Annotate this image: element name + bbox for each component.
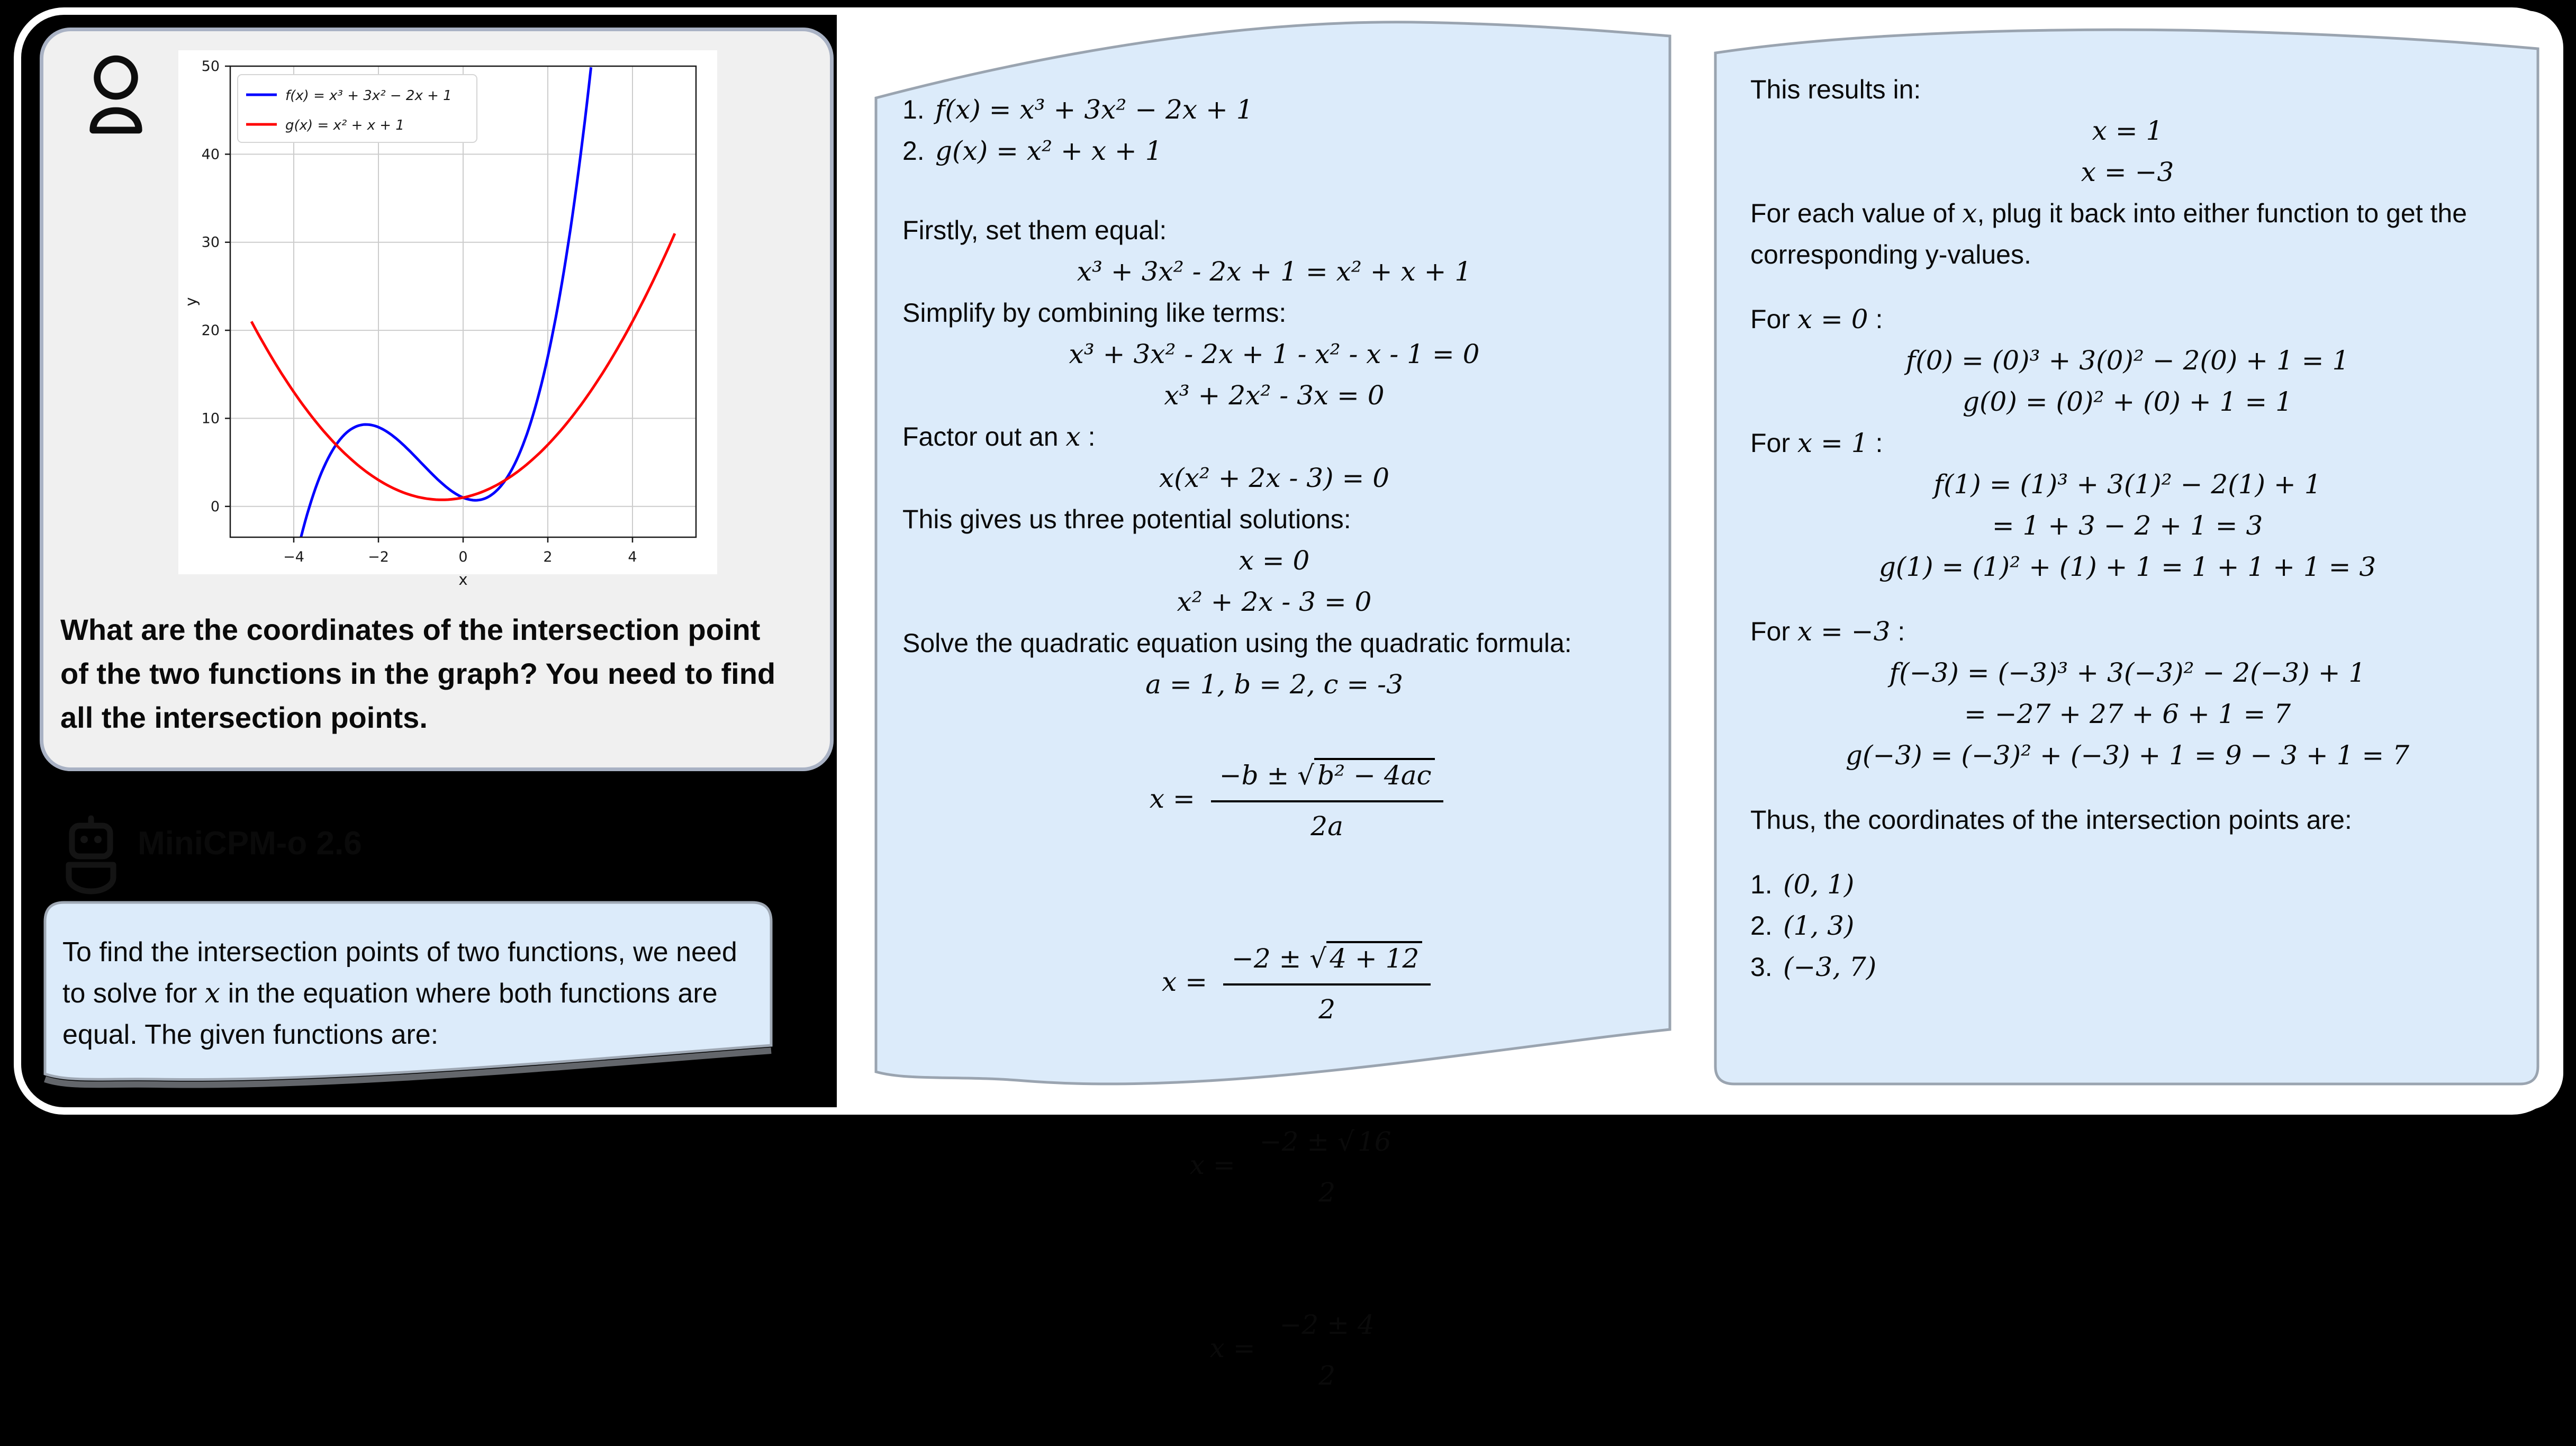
case-header: For x = −3 : <box>1750 616 1905 647</box>
robot-icon <box>65 816 117 898</box>
intersection-point-1: (0, 1) <box>1783 869 1855 900</box>
svg-text:y: y <box>182 297 200 306</box>
equation: g(0) = (0)² + (0) + 1 = 1 <box>1963 386 2292 417</box>
step-text: Factor out an x : <box>902 421 1096 452</box>
equation: g(1) = (1)² + (1) + 1 = 1 + 1 + 1 = 3 <box>1878 552 2376 582</box>
svg-text:50: 50 <box>201 58 220 75</box>
intersection-point-3: (−3, 7) <box>1783 952 1877 982</box>
equation: f(0) = (0)³ + 3(0)² − 2(0) + 1 = 1 <box>1905 345 2349 376</box>
user-icon <box>85 52 147 140</box>
equation: = 1 + 3 − 2 + 1 = 3 <box>1992 510 2263 541</box>
quadratic-sqrt16: x = $\frac{-2 \pm √ 16}{2}$ <box>902 1080 1646 1254</box>
equation: f(1) = (1)³ + 3(1)² − 2(1) + 1 <box>1933 469 2321 500</box>
equation: x³ + 2x² - 3x = 0 <box>1164 380 1385 411</box>
equation: x³ + 3x² - 2x + 1 = x² + x + 1 <box>1077 256 1472 287</box>
step-text: This gives us three potential solutions: <box>902 504 1351 534</box>
sqrt-icon: √ <box>1297 760 1315 791</box>
equation: x = −3 <box>2081 157 2174 187</box>
svg-text:x: x <box>458 571 468 589</box>
step-text: This results in: <box>1750 75 1921 104</box>
svg-text:4: 4 <box>628 549 637 565</box>
case-header: For x = 0 : <box>1750 304 1883 335</box>
middle-answer-content <box>902 89 1646 1446</box>
intro-part1: To find the intersection points of two functions, we need to solve for <box>62 937 745 1009</box>
list-item: 2. g(x) = x² + x + 1 <box>902 135 1162 166</box>
equation: g(−3) = (−3)² + (−3) + 1 = 9 − 3 + 1 = 7 <box>1845 740 2410 771</box>
svg-text:−4: −4 <box>283 549 304 565</box>
svg-text:30: 30 <box>201 234 220 251</box>
svg-text:−2: −2 <box>368 549 389 565</box>
step-text: Firstly, set them equal: <box>902 215 1167 245</box>
svg-text:2: 2 <box>543 549 553 565</box>
answer-item: 3. (−3, 7) <box>1750 952 1877 982</box>
svg-text:0: 0 <box>458 549 468 565</box>
function-plot-figure <box>178 50 717 589</box>
model-name-label: MiniCPM-o 2.6 <box>138 825 362 862</box>
equation: f(−3) = (−3)³ + 3(−3)² − 2(−3) + 1 <box>1889 657 2366 688</box>
svg-text:g(x) = x² + x + 1: g(x) = x² + x + 1 <box>285 118 404 133</box>
step-text: Simplify by combining like terms: <box>902 298 1287 328</box>
quadratic-formula: x = $\frac{\text{−b ± √ b² − 4ac}}{2a}$ <box>902 713 1646 888</box>
answer-item: 2. (1, 3) <box>1750 910 1855 941</box>
answer-item: 1. (0, 1) <box>1750 869 1855 900</box>
quadratic-final: x = $\frac{-2 \pm 4}{2}$ <box>902 1263 1646 1438</box>
equation: x³ + 3x² - 2x + 1 - x² - x - 1 = 0 <box>1069 339 1480 369</box>
intersection-point-2: (1, 3) <box>1783 910 1855 941</box>
svg-text:0: 0 <box>210 498 220 515</box>
user-question-panel <box>40 28 834 771</box>
equation: x(x² + 2x - 3) = 0 <box>1159 463 1390 493</box>
function-plot <box>178 50 717 589</box>
step-text: Solve the quadratic equation using the quadratic formula: <box>902 628 1572 658</box>
equation: x = 0 <box>1239 545 1310 576</box>
svg-text:f(x) = x³ + 3x² − 2x + 1: f(x) = x³ + 3x² − 2x + 1 <box>285 88 452 104</box>
intro-x: x <box>204 978 221 1009</box>
svg-text:10: 10 <box>201 410 220 427</box>
right-answer-content <box>1750 69 2505 988</box>
equation: x = 1 <box>2092 115 2163 146</box>
list-item: 1. f(x) = x³ + 3x² − 2x + 1 <box>902 94 1253 125</box>
sqrt-icon: √ <box>1309 943 1327 974</box>
case-header: For x = 1 : <box>1750 428 1883 458</box>
equation: a = 1, b = 2, c = -3 <box>1145 669 1403 700</box>
intro-part2: in the equation where both functions are equal. The given functions are: <box>62 978 726 1050</box>
answer-intro-text <box>62 932 766 1055</box>
quadratic-substituted: x = $\frac{-2 \pm √ 4 + 12}{2}$ <box>902 897 1646 1071</box>
function-g-definition: g(x) = x² + x + 1 <box>935 135 1162 166</box>
step-text: For each value of x, plug it back into either function to get the corresponding y-values. <box>1750 198 2474 269</box>
sqrt-icon: √ <box>1337 1126 1354 1157</box>
svg-text:40: 40 <box>201 146 220 163</box>
function-f-definition: f(x) = x³ + 3x² − 2x + 1 <box>935 94 1253 125</box>
equation: x² + 2x - 3 = 0 <box>1177 586 1372 617</box>
svg-text:20: 20 <box>201 322 220 339</box>
model-row <box>64 809 805 893</box>
user-question-text: What are the coordinates of the intersection point of the two functions in the graph? You need to find all the intersection points. <box>60 613 784 734</box>
conclusion-text: Thus, the coordinates of the intersection points are: <box>1750 805 2352 835</box>
equation: = −27 + 27 + 6 + 1 = 7 <box>1964 699 2291 729</box>
